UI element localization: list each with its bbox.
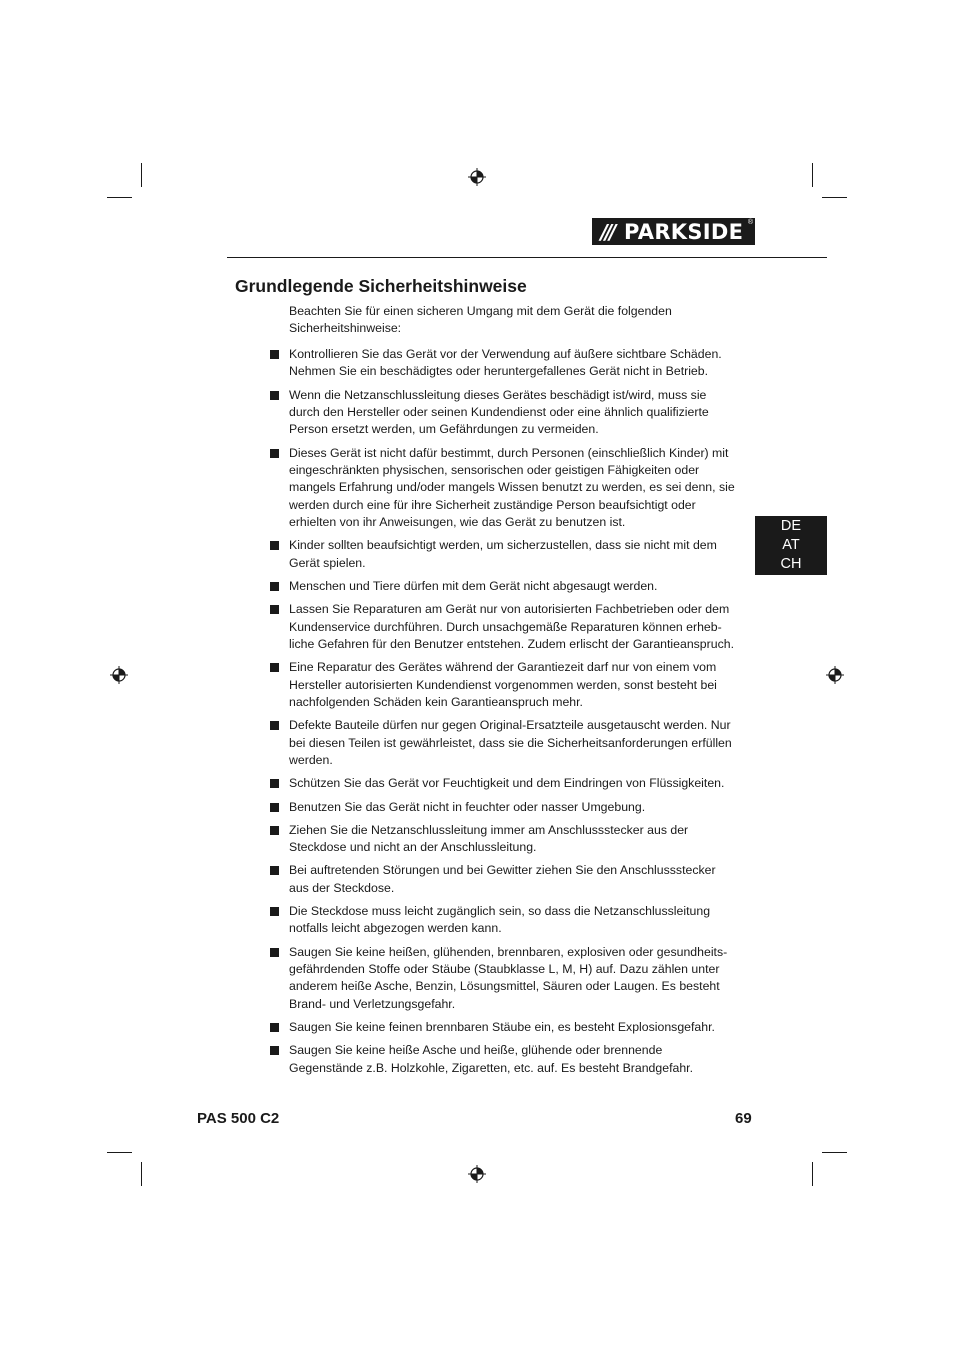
square-bullet-icon [270,721,279,730]
square-bullet-icon [270,907,279,916]
list-item [270,346,736,381]
square-bullet-icon [270,948,279,957]
list-item [270,445,736,532]
crop-mark [107,1152,132,1153]
list-item [270,578,736,595]
square-bullet-icon [270,605,279,614]
crop-mark [107,197,132,198]
list-item [270,659,736,711]
square-bullet-icon [270,663,279,672]
header-rule [227,257,827,258]
square-bullet-icon [270,582,279,591]
brand-logo [592,218,755,245]
list-item-text: Eine Reparatur des Gerätes während der Garantiezeit darf nur von einem vom Hersteller autorisierten Kundendienst vorgenommen werden, sonst besteht bei nachfolgenden Schäden kein Garantieanspruch mehr. [289,660,717,710]
list-item [270,822,736,857]
logo-slashes: /// [600,219,614,244]
crop-mark [812,1162,813,1186]
list-item [270,387,736,439]
registration-mark-icon [826,666,844,684]
square-bullet-icon [270,866,279,875]
square-bullet-icon [270,826,279,835]
square-bullet-icon [270,1023,279,1032]
list-item [270,537,736,572]
crop-mark [141,163,142,187]
list-item [270,717,736,769]
square-bullet-icon [270,350,279,359]
list-item [270,1042,736,1077]
section-intro: Beachten Sie für einen sicheren Umgang mit dem Gerät die folgenden Sicherheitshinweise: [289,304,672,336]
language-code: CH [780,556,802,572]
registration-mark-icon [110,666,128,684]
square-bullet-icon [270,449,279,458]
list-item [270,601,736,653]
section-title: Grundlegende Sicherheitshinweise [235,276,527,296]
list-item [270,775,736,792]
list-item-text: Ziehen Sie die Netzanschlussleitung immer am Anschlussstecker aus der Steckdose und nicht an der Anschlussleitung. [289,822,689,855]
list-item-text: Schützen Sie das Gerät vor Feuchtigkeit und dem Eindringen von Flüssigkeiten. [289,776,725,791]
registration-mark-icon [468,1165,486,1183]
list-item-text: Defekte Bauteile dürfen nur gegen Original-Ersatzteile ausgetauscht werden. Nur bei diesen Teilen ist gewährleistet, dass sie die Sicherheitsanforderungen erfüllen werden. [289,718,732,768]
language-code: DE [780,518,802,534]
list-item-text: Saugen Sie keine heiße Asche und heiße, glühende oder brennende Gegenstände z.B. Holzkohle, Zigaretten, etc. auf. Es besteht Brandgefahr. [289,1043,693,1075]
square-bullet-icon [270,803,279,812]
list-item-text: Bei auftretenden Störungen und bei Gewitter ziehen Sie den Anschlussstecker aus der Steckdose. [289,863,716,895]
list-item [270,903,736,938]
list-item [270,862,736,897]
language-code: AT [782,537,800,553]
safety-instructions-list [270,346,736,1083]
language-tab [755,516,827,575]
footer-model-name: PAS 500 C2 [197,1110,280,1127]
list-item-text: Benutzen Sie das Gerät nicht in feuchter oder nasser Umgebung. [289,799,646,814]
list-item [270,1019,736,1036]
page-number: 69 [735,1110,752,1127]
list-item [270,799,736,816]
logo-wordmark: PARKSIDE [624,219,744,244]
list-item-text: Saugen Sie keine heißen, glühenden, brennbaren, explosiven oder gesundheitsgefährdenden Stoffe oder Stäube (Staubklasse L, M, H) auf. Dazu zählen unter anderem heiße Asche, Benzin, Lösungsmittel, Säuren oder Laugen. Es besteht Brand- und Verletzungsgefahr. [289,944,728,1011]
logo-registered-mark: ® [747,219,753,226]
square-bullet-icon [270,779,279,788]
crop-mark [822,197,847,198]
registration-mark-icon [468,168,486,186]
list-item-text: Kontrollieren Sie das Gerät vor der Verwendung auf äußere sichtbare Schäden. Nehmen Sie ein beschädigtes oder heruntergefallenes Gerät nicht in Betrieb. [289,347,722,379]
square-bullet-icon [270,1046,279,1055]
crop-mark [141,1162,142,1186]
list-item-text: Saugen Sie keine feinen brennbaren Stäube ein, es besteht Explosionsgefahr. [289,1019,715,1034]
list-item-text: Menschen und Tiere dürfen mit dem Gerät nicht abgesaugt werden. [289,579,658,594]
list-item-text: Wenn die Netzanschlussleitung dieses Gerätes beschädigt ist/wird, muss sie durch den Hersteller oder seinen Kundendienst oder eine ähnlich qualifizierte Person ersetzt werden, um Gefährdungen zu vermeiden. [289,387,709,437]
list-item-text: Kinder sollten beaufsichtigt werden, um sicherzustellen, dass sie nicht mit dem Gerät spielen. [289,538,717,570]
list-item-text: Lassen Sie Reparaturen am Gerät nur von autorisierten Fachbetrieben oder dem Kundenservice durchführen. Durch unsachgemäße Reparaturen können erhebliche Gefahren für den Benutzer entstehen. Zudem erlischt der Garantieanspruch. [289,602,734,652]
square-bullet-icon [270,541,279,550]
crop-mark [822,1152,847,1153]
list-item-text: Dieses Gerät ist nicht dafür bestimmt, durch Personen (einschließlich Kinder) mit eingeschränkten physischen, sensorischen oder geistigen Fähigkeiten oder mangels Erfahrung und/oder mangels Wissen benutzt zu werden, es sei denn, sie werden durch eine für ihre Sicherheit zuständige Person beaufsichtigt oder erhielten von ihr Anweisungen, wie das Gerät zu benutzen ist. [289,445,735,530]
list-item-text: Die Steckdose muss leicht zugänglich sein, so dass die Netzanschlussleitung notfalls leicht abgezogen werden kann. [289,903,711,936]
square-bullet-icon [270,391,279,400]
crop-mark [812,163,813,187]
list-item [270,944,736,1014]
